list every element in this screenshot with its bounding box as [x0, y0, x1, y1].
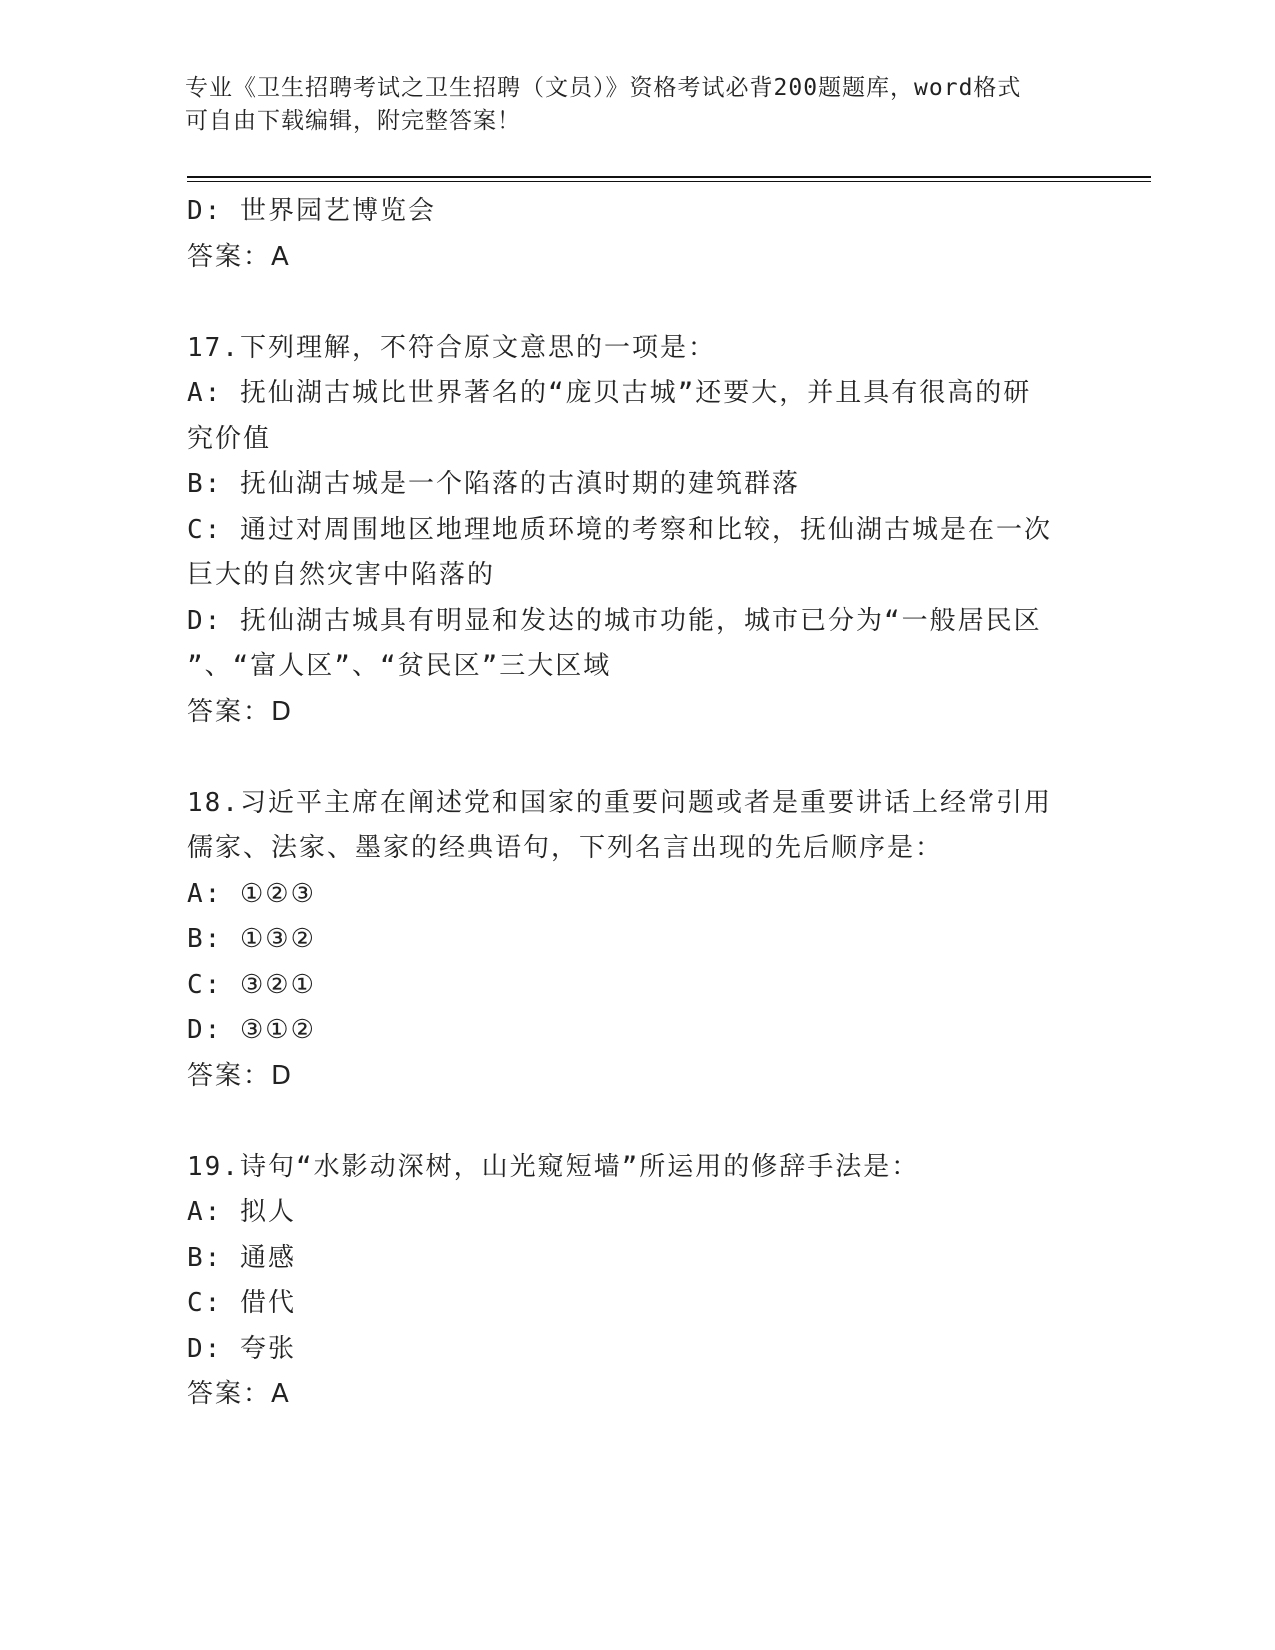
previous-question-tail [187, 189, 1087, 280]
option-b: B: 抚仙湖古城是一个陷落的古滇时期的建筑群落 [187, 469, 800, 499]
question-stem-continued: 儒家、法家、墨家的经典语句，下列名言出现的先后顺序是： [187, 833, 944, 863]
question-stem: 18.习近平主席在阐述党和国家的重要问题或者是重要讲话上经常引用 [187, 787, 1052, 818]
question-18 [187, 781, 1087, 1100]
question-19 [187, 1145, 1087, 1418]
option-b: B: ①③② [187, 924, 316, 954]
option-d: D: ③①② [187, 1015, 316, 1045]
option-c: C: 通过对周围地区地理地质环境的考察和比较，抚仙湖古城是在一次 [187, 514, 1052, 545]
spacer [187, 1099, 1087, 1145]
option-a: A: ①②③ [187, 878, 316, 909]
option-c-continued: 巨大的自然灾害中陷落的 [187, 560, 496, 590]
option-a-continued: 究价值 [187, 423, 272, 454]
option-b: B: 通感 [187, 1242, 296, 1273]
question-stem: 19.诗句“水影动深树，山光窥短墙”所运用的修辞手法是： [187, 1151, 920, 1182]
question-stem: 17.下列理解，不符合原文意思的一项是： [187, 332, 716, 363]
option-c: C: 借代 [187, 1288, 296, 1318]
option-c: C: ③②① [187, 969, 316, 1000]
answer: 答案：D [187, 1060, 294, 1091]
question-list [187, 189, 1087, 1418]
header-divider-thin [187, 181, 1151, 182]
answer: 答案：A [187, 1379, 291, 1409]
answer: 答案：A [187, 241, 291, 272]
option-a: A: 拟人 [187, 1197, 296, 1227]
spacer [187, 735, 1087, 781]
spacer [187, 280, 1087, 326]
question-17 [187, 326, 1087, 736]
option-d: D: 抚仙湖古城具有明显和发达的城市功能，城市已分为“一般居民区 [187, 605, 1042, 636]
header-divider-thick [187, 176, 1151, 178]
document-header [185, 72, 1065, 138]
option-d-continued: ”、“富人区”、“贫民区”三大区域 [187, 651, 612, 681]
answer: 答案：D [187, 696, 294, 727]
header-line-1: 专业《卫生招聘考试之卫生招聘（文员）》资格考试必背200题题库，word格式 [185, 75, 1022, 101]
option-d: D: 世界园艺博览会 [187, 196, 436, 226]
option-d: D: 夸张 [187, 1333, 296, 1364]
option-a: A: 抚仙湖古城比世界著名的“庞贝古城”还要大，并且具有很高的研 [187, 378, 1032, 408]
header-line-2: 可自由下载编辑，附完整答案！ [185, 108, 521, 134]
